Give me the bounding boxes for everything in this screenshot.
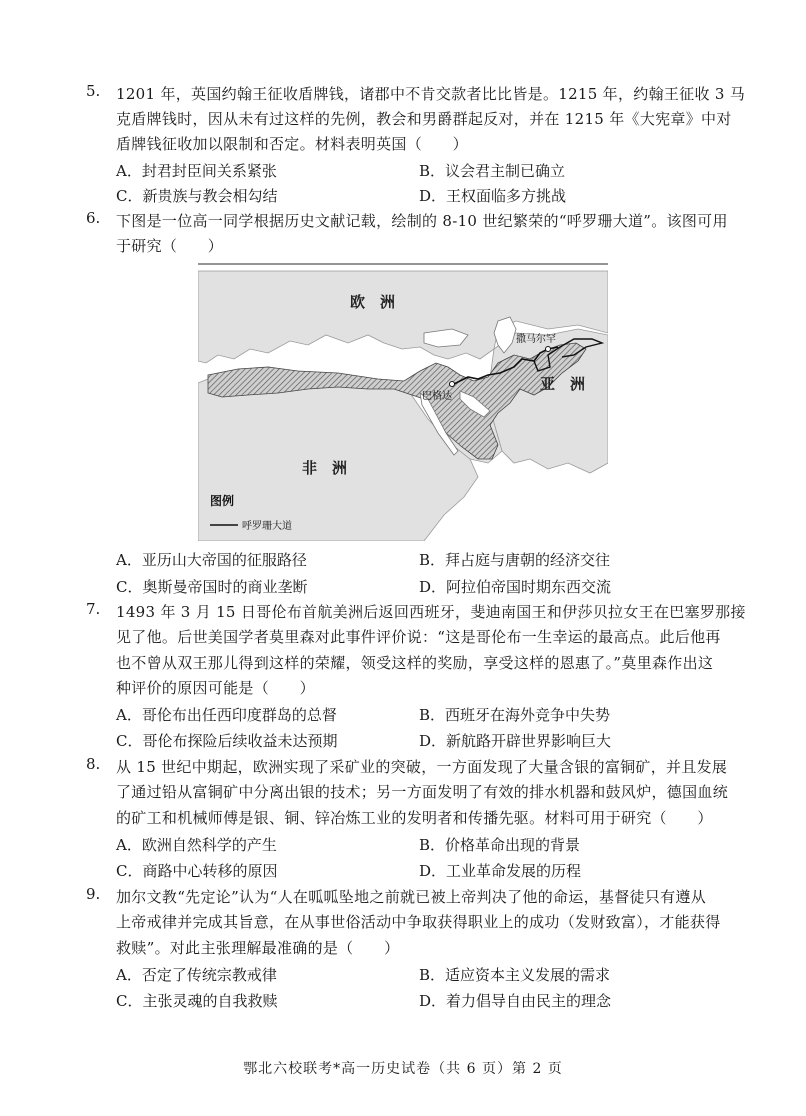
option-c[interactable]: C．主张灵魂的自我救赎 (116, 992, 278, 1010)
europe-label: 欧 洲 (350, 294, 396, 311)
question-text-line: 了通过铅从富铜矿中分离出银的技术；另一方面发明了有效的排水机器和鼓风炉，德国血统 (116, 783, 729, 801)
question-number: 9. (86, 885, 101, 903)
samarkand-label: 撒马尔罕 (516, 334, 556, 345)
legend-title: 图例 (210, 494, 235, 508)
option-b[interactable]: B．适应资本主义发展的需求 (419, 966, 611, 984)
option-c[interactable]: C．新贵族与教会相勾结 (116, 187, 278, 205)
question-number: 8. (86, 755, 101, 773)
question-number: 5. (86, 82, 101, 100)
option-b[interactable]: B．议会君主制已确立 (419, 162, 566, 180)
option-c[interactable]: C．哥伦布探险后续收益未达预期 (116, 732, 338, 750)
question-text-line: 下图是一位高一同学根据历史文献记载，绘制的 8-10 世纪繁荣的“呼罗珊大道”。该图可用 (116, 212, 728, 230)
option-a[interactable]: A．否定了传统宗教戒律 (116, 966, 277, 984)
question-text-line: 克盾牌钱时，因从未有过这样的先例，教会和男爵群起反对，并在 1215 年《大宪章》中对 (116, 110, 732, 128)
question-text-line: 见了他。后世美国学者莫里森对此事件评价说：“这是哥伦布一生幸运的最高点。此后他再 (116, 628, 721, 646)
baghdad-label: 巴格达 (422, 391, 452, 402)
question-number: 7. (86, 600, 101, 618)
question-text-line: 从 15 世纪中期起，欧洲实现了采矿业的突破，一方面发现了大量含银的富铜矿，并且发展 (116, 758, 728, 776)
question-text-line: 加尔文教“先定论”认为“人在呱呱坠地之前就已被上帝判决了他的命运，基督徒只有遵从 (116, 888, 707, 906)
question-text-line: 上帝戒律并完成其旨意，在从事世俗活动中争取获得职业上的成功（发财致富），才能获得 (116, 913, 721, 931)
question-text-line: 也不曾从双王那儿得到这样的荣耀，领受这样的奖励，享受这样的恩惠了。”莫里森作出这 (116, 654, 714, 672)
option-a[interactable]: A．封君封臣间关系紧张 (116, 162, 277, 180)
question-text-line: 于研究（ ） (116, 237, 224, 255)
option-c[interactable]: C．奥斯曼帝国时的商业垄断 (116, 578, 308, 596)
legend-item: 呼罗珊大道 (242, 521, 292, 532)
question-text-line: 种评价的原因可能是（ ） (116, 679, 315, 697)
question-text-line: 救赎”。对此主张理解最准确的是（ ） (116, 939, 400, 957)
option-d[interactable]: D．阿拉伯帝国时期东西交流 (419, 578, 612, 596)
question-text-line: 1493 年 3 月 15 日哥伦布首航美洲后返回西班牙，斐迪南国王和伊莎贝拉女王在巴塞罗那接 (116, 603, 746, 621)
samarkand-marker (546, 347, 551, 352)
asia-label: 亚 洲 (540, 376, 586, 393)
option-b[interactable]: B．价格革命出现的背景 (419, 836, 581, 854)
option-c[interactable]: C．商路中心转移的原因 (116, 862, 278, 880)
option-d[interactable]: D．新航路开辟世界影响巨大 (419, 732, 612, 750)
baghdad-marker (450, 382, 455, 387)
option-b[interactable]: B．拜占庭与唐朝的经济交往 (419, 551, 611, 569)
option-d[interactable]: D．工业革命发展的历程 (419, 862, 582, 880)
option-b[interactable]: B．西班牙在海外竞争中失势 (419, 706, 611, 724)
question-number: 6. (86, 209, 101, 227)
option-d[interactable]: D．王权面临多方挑战 (419, 187, 567, 205)
option-a[interactable]: A．哥伦布出任西印度群岛的总督 (116, 706, 337, 724)
question-text-line: 盾牌钱征收加以限制和否定。材料表明英国（ ） (116, 135, 468, 153)
option-d[interactable]: D．着力倡导自由民主的理念 (419, 992, 612, 1010)
question-text-line: 1201 年，英国约翰王征收盾牌钱，诸郡中不肯交款者比比皆是。1215 年，约翰王征收 3 马 (116, 85, 746, 103)
khorasan-road-map (198, 263, 608, 541)
option-a[interactable]: A．欧洲自然科学的产生 (116, 836, 277, 854)
question-text-line: 的矿工和机械师傅是银、铜、锌冶炼工业的发明者和传播先驱。材料可用于研究（ ） (116, 809, 713, 827)
page-footer: 鄂北六校联考*高一历史试卷（共 6 页）第 2 页 (243, 1061, 563, 1077)
option-a[interactable]: A．亚历山大帝国的征服路径 (116, 551, 307, 569)
africa-label: 非 洲 (302, 460, 348, 477)
